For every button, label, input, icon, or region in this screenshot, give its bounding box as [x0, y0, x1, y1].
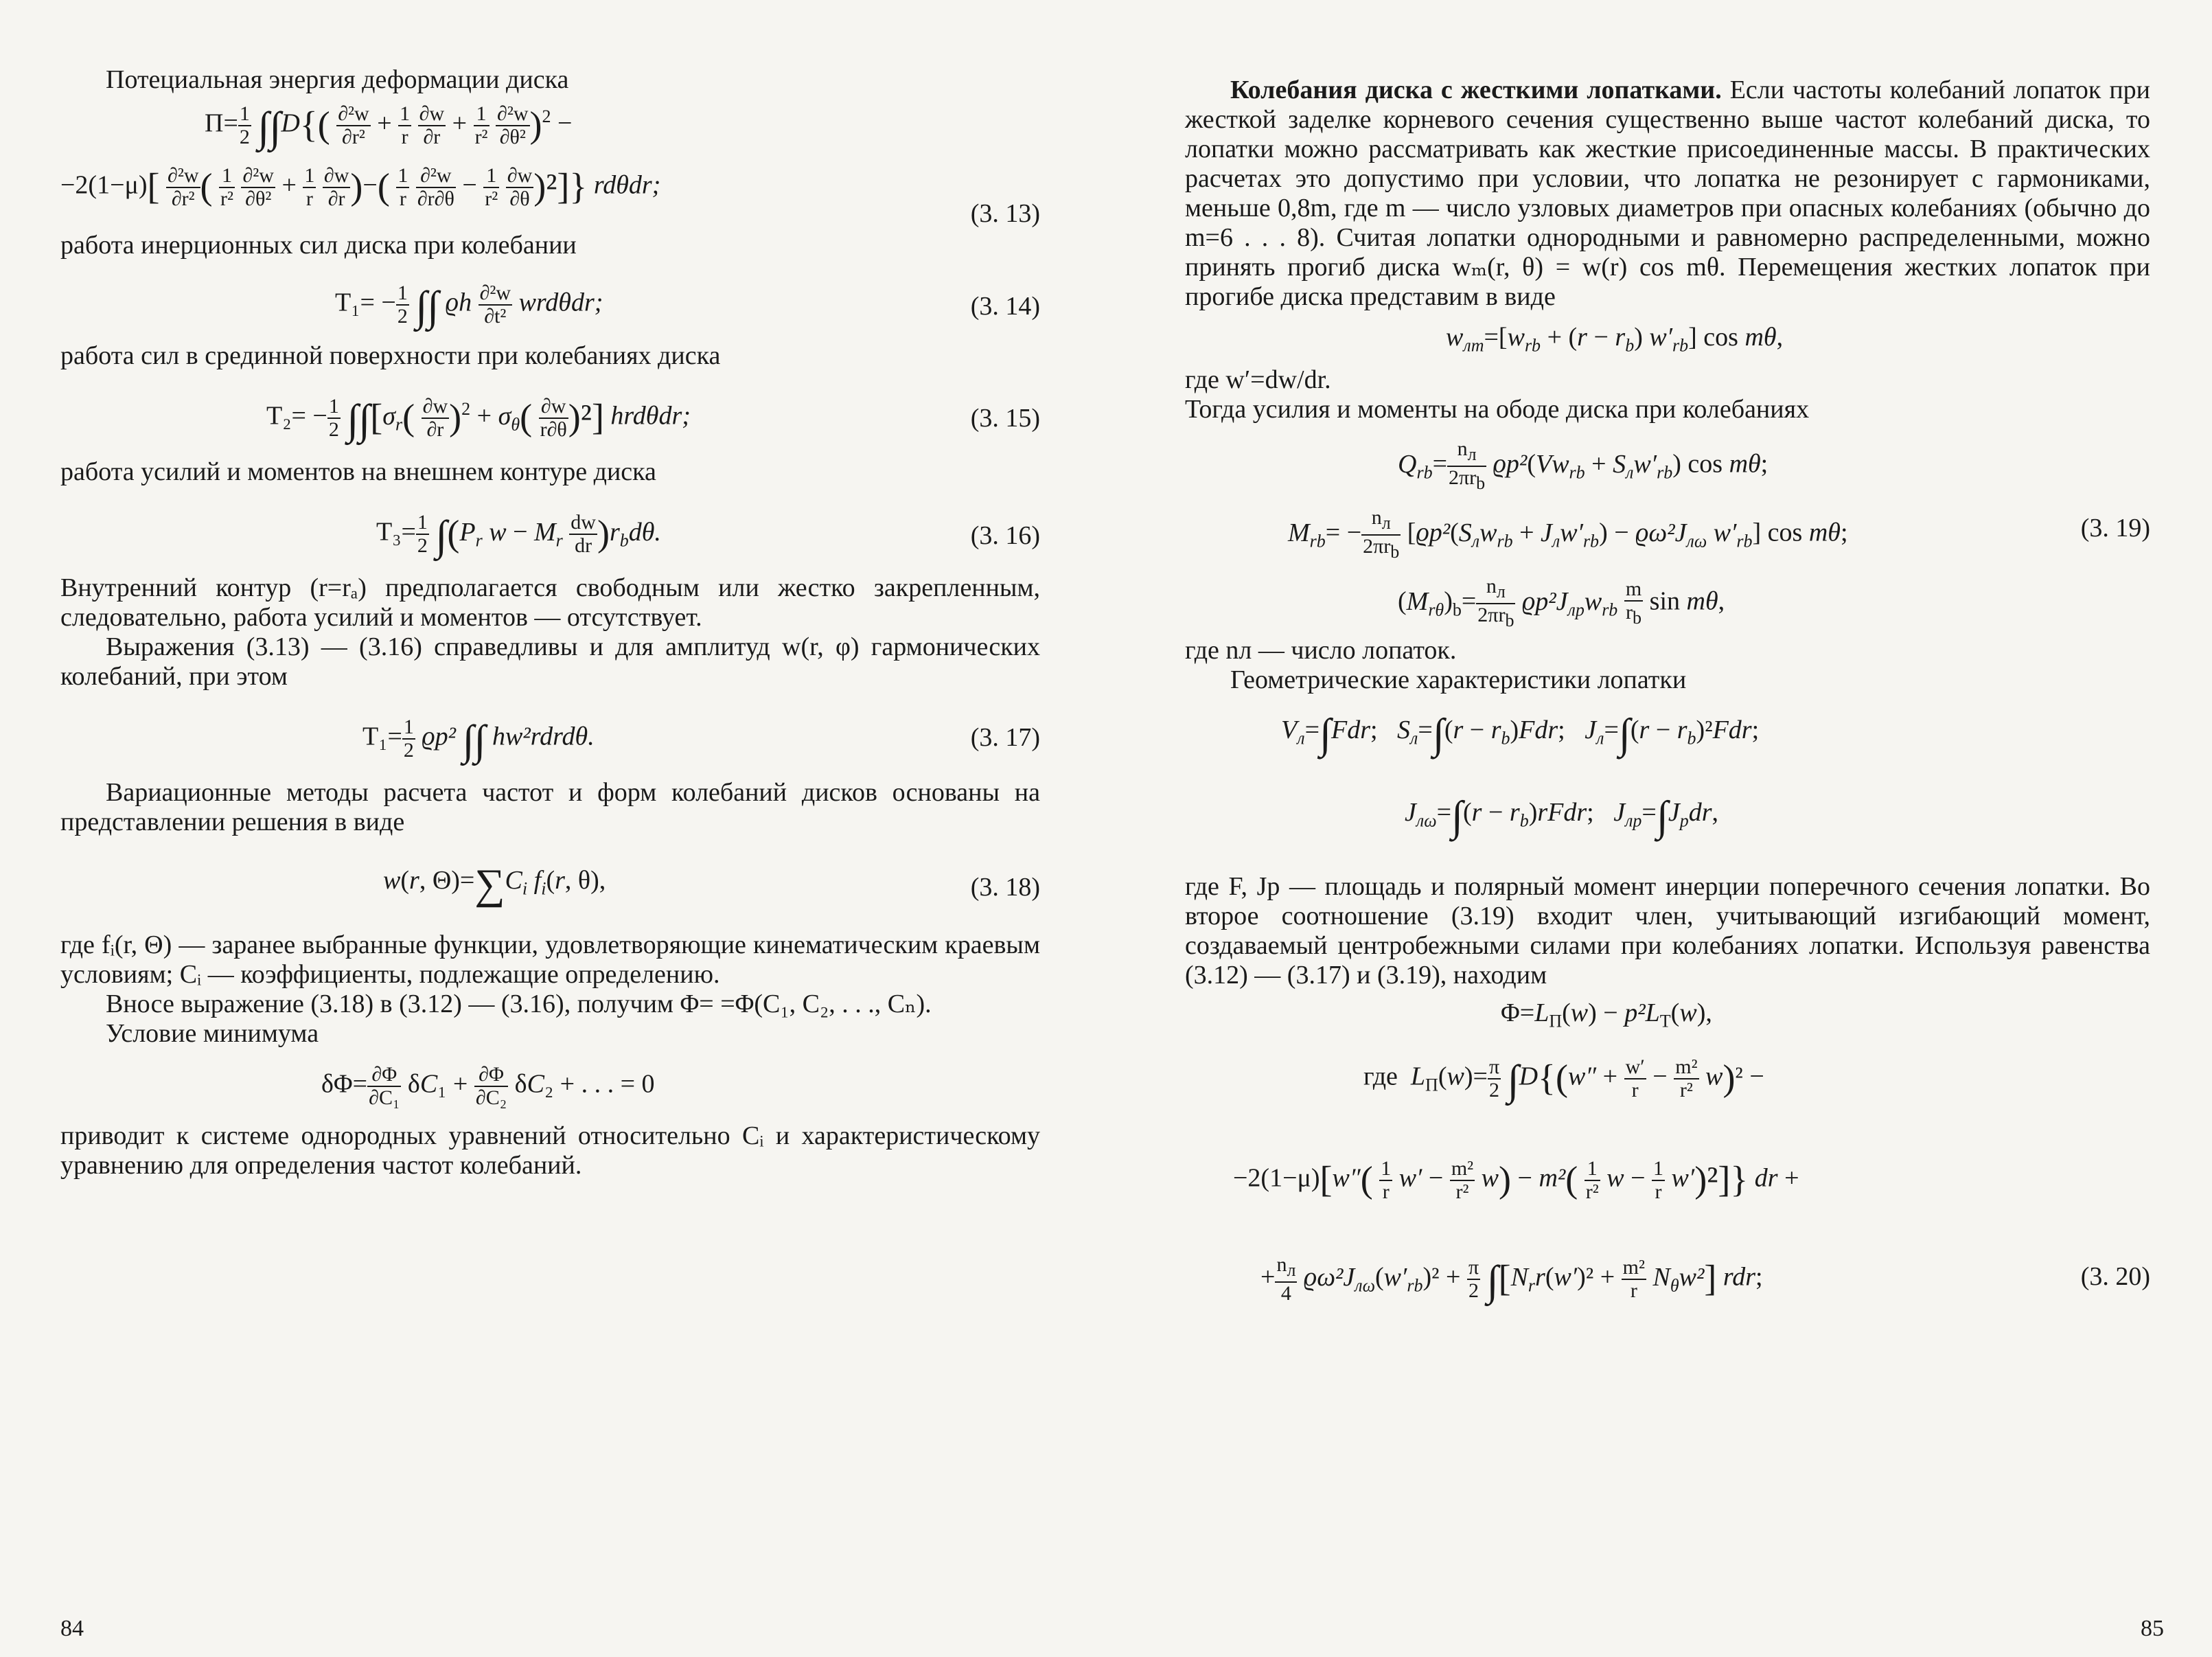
page-number: 85	[2141, 1616, 2164, 1641]
right-page	[1106, 0, 2212, 1657]
where-label: где	[1363, 1062, 1398, 1091]
paragraph: Внутренний контур (r=rₐ) предполагается свободным или жестко закрепленным, следовательно, работа усилий и моментов — отсутствует.	[60, 573, 1040, 632]
equation-number: (3. 16)	[970, 521, 1040, 550]
equation-number: (3. 17)	[970, 723, 1040, 752]
equation-3-13: Π= $\frac{1}{2}$ ∫∫D{( $\frac{\text{∂²w}}{\text{∂r²}}$ + $\frac{1}{r}$ $\frac{\partial w}{\partial r}$ + $\frac{1}{\text{r²}}$ $\frac{\text{∂²w}}{\text{∂θ²}}$ )$^2$ − −2(1−μ)[ $\frac{\text{∂²w}}{\text{∂r²}}$ ( $\frac{1}{\text{r²}}$ $\frac{\text{∂²w}}{\text{∂θ²}}$ + $\frac{1}{r}$ $\frac{\partial w}{\partial r}$ )−( $\frac{1}{r}$ $\frac{\text{∂²w}}{\partial r\partial\theta}$ − $\frac{1}{\text{r²}}$ $\frac{\partial w}{\partial\theta}$ )²]} rdθdr; (3. 13)	[60, 102, 1040, 228]
paragraph: работа сил в срединной поверхности при колебаниях диска	[60, 341, 721, 370]
paragraph: где fᵢ(r, Θ) — заранее выбранные функции, удовлетворяющие кинематическим краевым условиям; Cᵢ — коэффициенты, подлежащие определению.	[60, 930, 1040, 989]
paragraph: Вносе выражение (3.18) в (3.12) — (3.16), получим Φ= =Φ(C₁, C₂, . . ., Cₙ).	[106, 990, 932, 1018]
paragraph-text: Если частоты колебаний лопаток при жесткой заделке корневого сечения существенно выше частот колебаний диска, то лопатки можно рассматривать как жесткие присоединенные массы. В практических расчетах это допустимо при условии, что лопатка не резонирует с гармониками, меньше 0,8m, где m — число узловых диаметров при опасных колебаниях (обычно до m=6 . . . 8). Считая лопатки однородными и равномерно распределенными, можно принять прогиб диска wₘ(r, θ) = w(r) cos mθ. Перемещения жестких лопаток при прогибе диска представим в виде	[1185, 76, 2151, 311]
equation-blade-displacement: $w_{лm}=[w_{rb} + (r - r_b)$ $w'_{rb}$] cos mθ,	[1446, 323, 1784, 356]
equation-blade-geometry: $V_л=\int Fdr$; $S_л=\int(r - r_b)Fdr$; $J_л=\int(r - r_b)^2Fdr$; $J_{л\omega}=\int(r$ − $r_b)rFdr$; $J_{лp}=\int J_pdr$,	[1281, 711, 1760, 840]
equation-3-19: $Q_{rb}=$ $\frac{n_л}{2\pi r_b}$ $ϱp^2(Vw_{rb} + S_лw'_{rb})$ cos mθ; $M_{rb}=$ − $\frac{n_л}{2\pi r_b}$ [$ϱp^2(S_лw_{rb} + J_лw'_{rb}) - ϱ\omega^2J_{л\omega}$ $w'_{rb}$] cos mθ; $(M_{r\theta})_b=$ $\frac{n_л}{2\pi r_b}$ $ϱp^2J_{лp}w_{rb}$ $\frac{m}{r_b}$ sin mθ, (3. 19)	[1288, 437, 2150, 630]
paragraph: приводит к системе однородных уравнений относительно Cᵢ и характеристическому уравнению для определения частот колебаний.	[60, 1121, 1040, 1180]
paragraph: где nл — число лопаток.	[1185, 636, 1457, 665]
equation-3-18: w(r, $\Theta)=\sum C_i$ $f_i(r$, θ), (3. 18)	[383, 861, 1040, 908]
paragraph: Тогда усилия и моменты на ободе диска при колебаниях	[1185, 395, 1810, 424]
paragraph: где F, Jp — площадь и полярный момент инерции поперечного сечения лопатки. Во второе соотношение (3.19) входит член, учитывающий изгибающий момент, создаваемый центробежными силами при колебаниях лопатки. Используя равенства (3.12) — (3.17) и (3.19), находим	[1185, 872, 2150, 990]
equation-number: (3. 18)	[970, 873, 1040, 902]
paragraph: работа усилий и моментов на внешнем контуре диска	[60, 457, 656, 486]
equation-3-14: T₁= − $\frac{1}{2}$ ∫∫ ϱh $\frac{\text{∂²w}}{\text{∂t²}}$ wrdθdr; (3. 14)	[335, 282, 1040, 330]
equation-number: (3. 13)	[970, 199, 1040, 228]
paragraph: Условие минимума	[106, 1019, 319, 1048]
equation-number: (3. 14)	[970, 292, 1040, 321]
intro-text: Потециальная энергия деформации диска	[106, 65, 569, 94]
equation-3-17: T₁= $\frac{1}{2}$ ϱp² ∫∫ hw²rdrdθ. (3. 17)	[362, 716, 1040, 764]
page-number: 84	[60, 1616, 84, 1641]
paragraph: Вариационные методы расчета частот и форм колебаний дисков основаны на представлении решения в виде	[60, 778, 1040, 836]
paragraph: Геометрические характеристики лопатки	[1230, 665, 1687, 694]
equation-3-20: $\Phi=L_П(w) - p^2L_T(w)$, где $L_П(w)=$ $\frac{\pi}{2}$ ∫D{(w″ + $\frac{w'}{r}$ − $\frac{\text{m²}}{\text{r²}}$ w)² − −2(1−μ)[w″( $\frac{1}{r}$ w′ − $\frac{\text{m²}}{\text{r²}}$ w) − m²( $\frac{1}{\text{r²}}$ w − $\frac{1}{r}$ w′)²]} dr + + $\frac{n_л}{4}$ $ϱ\omega^2J_{л\omega}(w'_{rb})^2$ + $\frac{\pi}{2}$ $\int[N_rr(w')^2$ + $\frac{\text{m²}}{r}$ $N_\theta w^2$] rdr; (3. 20)	[1233, 998, 2150, 1305]
equation-3-15: T₂= − $\frac{1}{2}$ $\int\int[\sigma_r$( $\frac{\partial w}{\partial r}$ )$^2 + \sigma_\theta$( $\frac{\partial w}{r\partial\theta}$ )²] hrdθdr; (3. 15)	[266, 394, 1040, 444]
section-heading: Колебания диска с жесткими лопатками.	[1230, 76, 1722, 104]
equation-number: (3. 19)	[2080, 514, 2150, 542]
paragraph: работа инерционных сил диска при колебании	[60, 231, 577, 260]
paragraph: где w′=dw/dr.	[1185, 365, 1331, 394]
paragraph	[1185, 76, 2150, 312]
equation-minimum-condition: δΦ= $\frac{\partial\Phi}{\text{∂C₁}}$ δC₁ + $\frac{\partial\Phi}{\text{∂C₂}}$ δC₂ + . . . = 0	[321, 1063, 655, 1109]
paragraph: Выражения (3.13) — (3.16) справедливы и для амплитуд w(r, φ) гармонических колебаний, при этом	[60, 632, 1040, 691]
equation-number: (3. 20)	[2080, 1262, 2150, 1291]
equation-3-16: T₃= $\frac{1}{2}$ $\int(P_r$ $w - M_r$ $\frac{dw}{dr}$ )$r_bd\theta$. (3. 16)	[376, 511, 1040, 560]
equation-number: (3. 15)	[970, 404, 1040, 433]
